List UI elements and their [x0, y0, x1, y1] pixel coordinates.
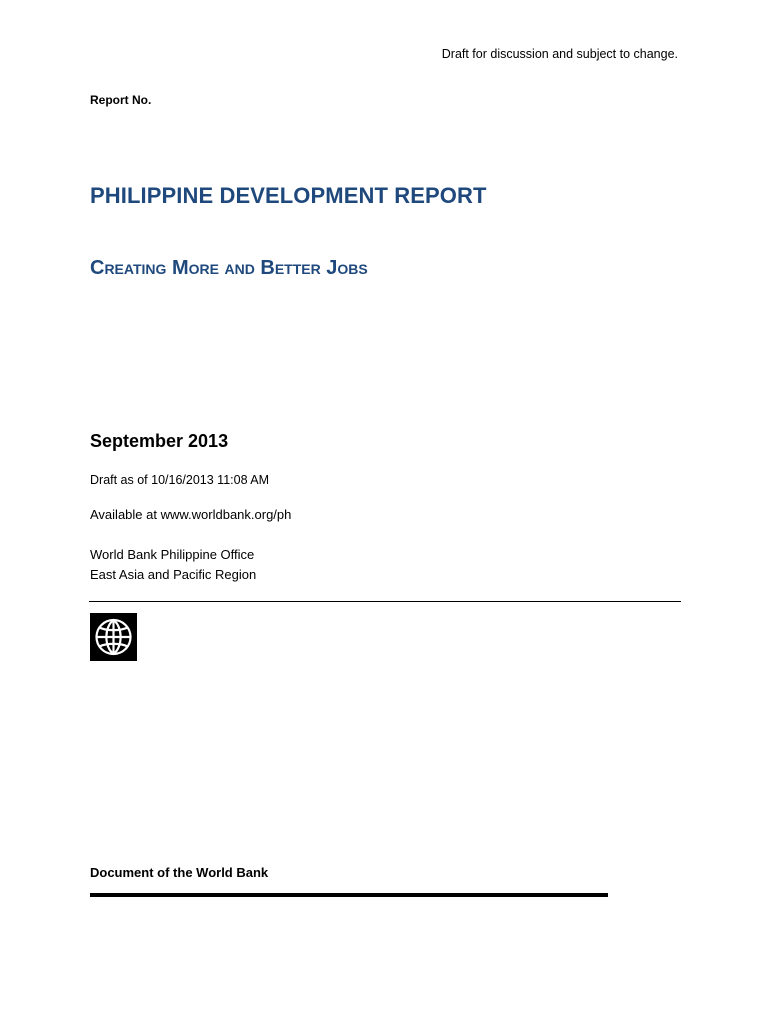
report-subtitle: Creating More and Better Jobs	[90, 257, 368, 279]
office-region: East Asia and Pacific Region	[90, 567, 257, 582]
report-date: September 2013	[90, 431, 229, 451]
divider-thin	[89, 601, 681, 602]
document-of-label: Document of the World Bank	[90, 865, 269, 880]
office-info	[90, 545, 256, 585]
draft-notice: Draft for discussion and subject to change.	[441, 47, 678, 61]
office-name: World Bank Philippine Office	[90, 547, 255, 562]
world-bank-logo	[90, 613, 137, 661]
report-number-label: Report No.	[90, 93, 152, 107]
availability-url: Available at www.worldbank.org/ph	[90, 507, 292, 522]
world-bank-globe-icon	[90, 613, 137, 661]
report-title: PHILIPPINE DEVELOPMENT REPORT	[90, 183, 487, 208]
divider-thick	[90, 893, 608, 897]
draft-timestamp: Draft as of 10/16/2013 11:08 AM	[90, 473, 270, 487]
